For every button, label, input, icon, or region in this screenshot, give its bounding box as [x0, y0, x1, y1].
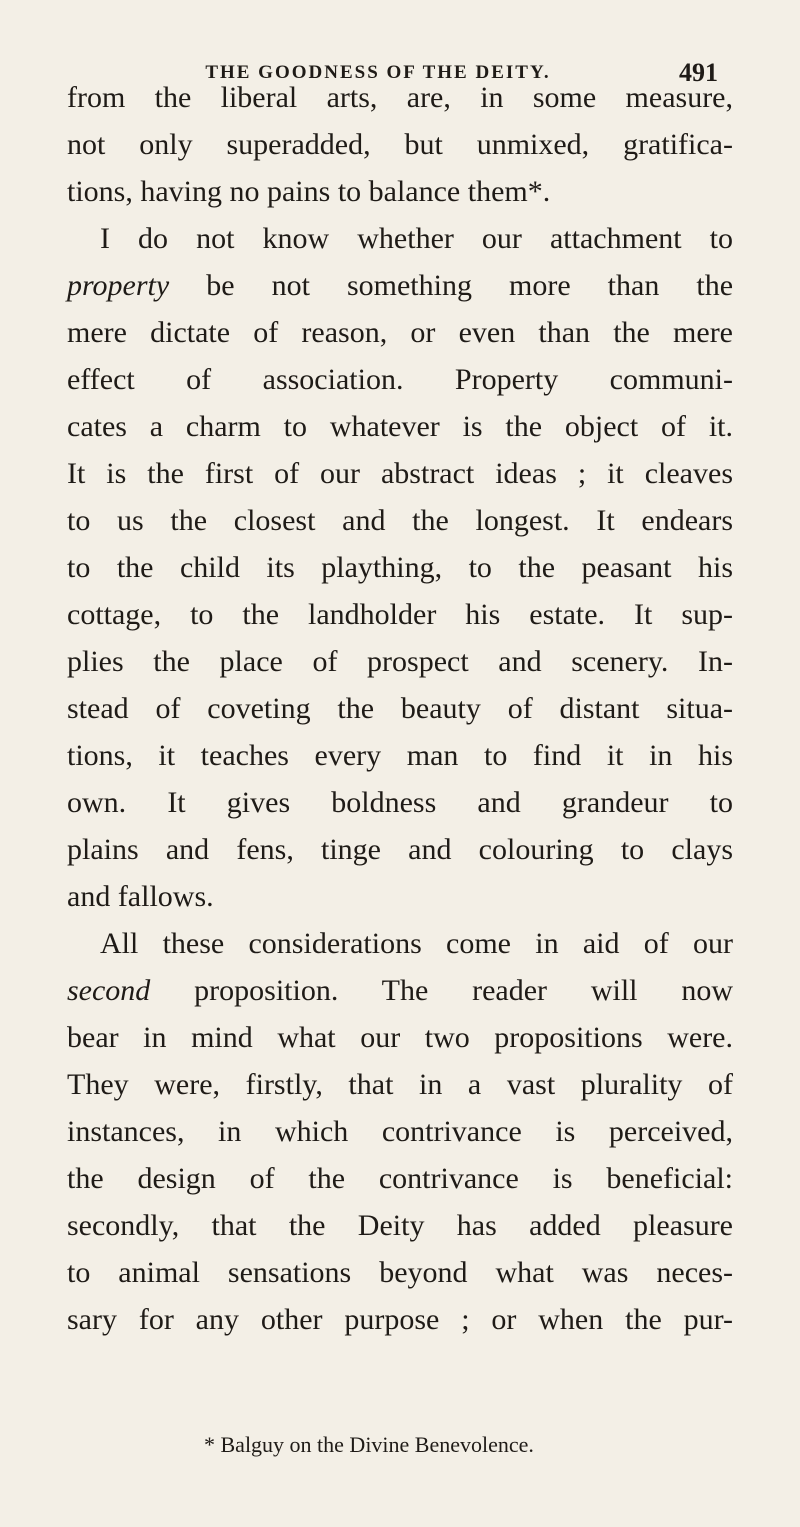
text-line: sary for any other purpose ; or when the pur- [67, 1303, 733, 1336]
italic-word: second [67, 974, 151, 1007]
text-fragment: be not something more than the [206, 269, 734, 302]
text-line: to us the closest and the longest. It endears [67, 504, 733, 537]
text-line: the design of the contrivance is beneficial: [67, 1162, 733, 1195]
text-line: It is the first of our abstract ideas ; it cleaves [67, 457, 733, 490]
text-line: They were, firstly, that in a vast plurality of [67, 1068, 733, 1101]
text-line: to animal sensations beyond what was neces- [67, 1256, 733, 1289]
text-line: tions, having no pains to balance them*. [67, 175, 551, 208]
text-line: plies the place of prospect and scenery. In- [67, 645, 733, 678]
text-line: bear in mind what our two propositions were. [67, 1021, 733, 1054]
running-title: THE GOODNESS OF THE DEITY. [205, 62, 551, 83]
page-number: 491 [679, 58, 718, 87]
body-text [67, 74, 733, 1343]
text-line: secondly, that the Deity has added pleasure [67, 1209, 733, 1242]
text-line: effect of association. Property communi- [67, 363, 733, 396]
footnote: * Balguy on the Divine Benevolence. [204, 1432, 534, 1457]
text-line-with-italic [67, 262, 733, 309]
italic-word: property [67, 269, 170, 302]
text-line: to the child its plaything, to the peasant his [67, 551, 733, 584]
text-line-with-italic [67, 967, 733, 1014]
text-line: tions, it teaches every man to find it in his [67, 739, 733, 772]
text-line: and fallows. [67, 880, 214, 913]
text-line: mere dictate of reason, or even than the mere [67, 316, 733, 349]
text-line: own. It gives boldness and grandeur to [67, 786, 733, 819]
text-line: from the liberal arts, are, in some measure, [67, 81, 733, 114]
text-line: plains and fens, tinge and colouring to clays [67, 833, 733, 866]
text-fragment: proposition. The reader will now [194, 974, 734, 1007]
text-line: stead of coveting the beauty of distant situa- [67, 692, 733, 725]
text-line: I do not know whether our attachment to [100, 222, 733, 255]
text-line: All these considerations come in aid of our [100, 927, 733, 960]
text-line: instances, in which contrivance is perceived, [67, 1115, 733, 1148]
text-line: not only superadded, but unmixed, gratifica- [67, 128, 733, 161]
text-line: cottage, to the landholder his estate. It sup- [67, 598, 733, 631]
text-line: cates a charm to whatever is the object of it. [67, 410, 733, 443]
